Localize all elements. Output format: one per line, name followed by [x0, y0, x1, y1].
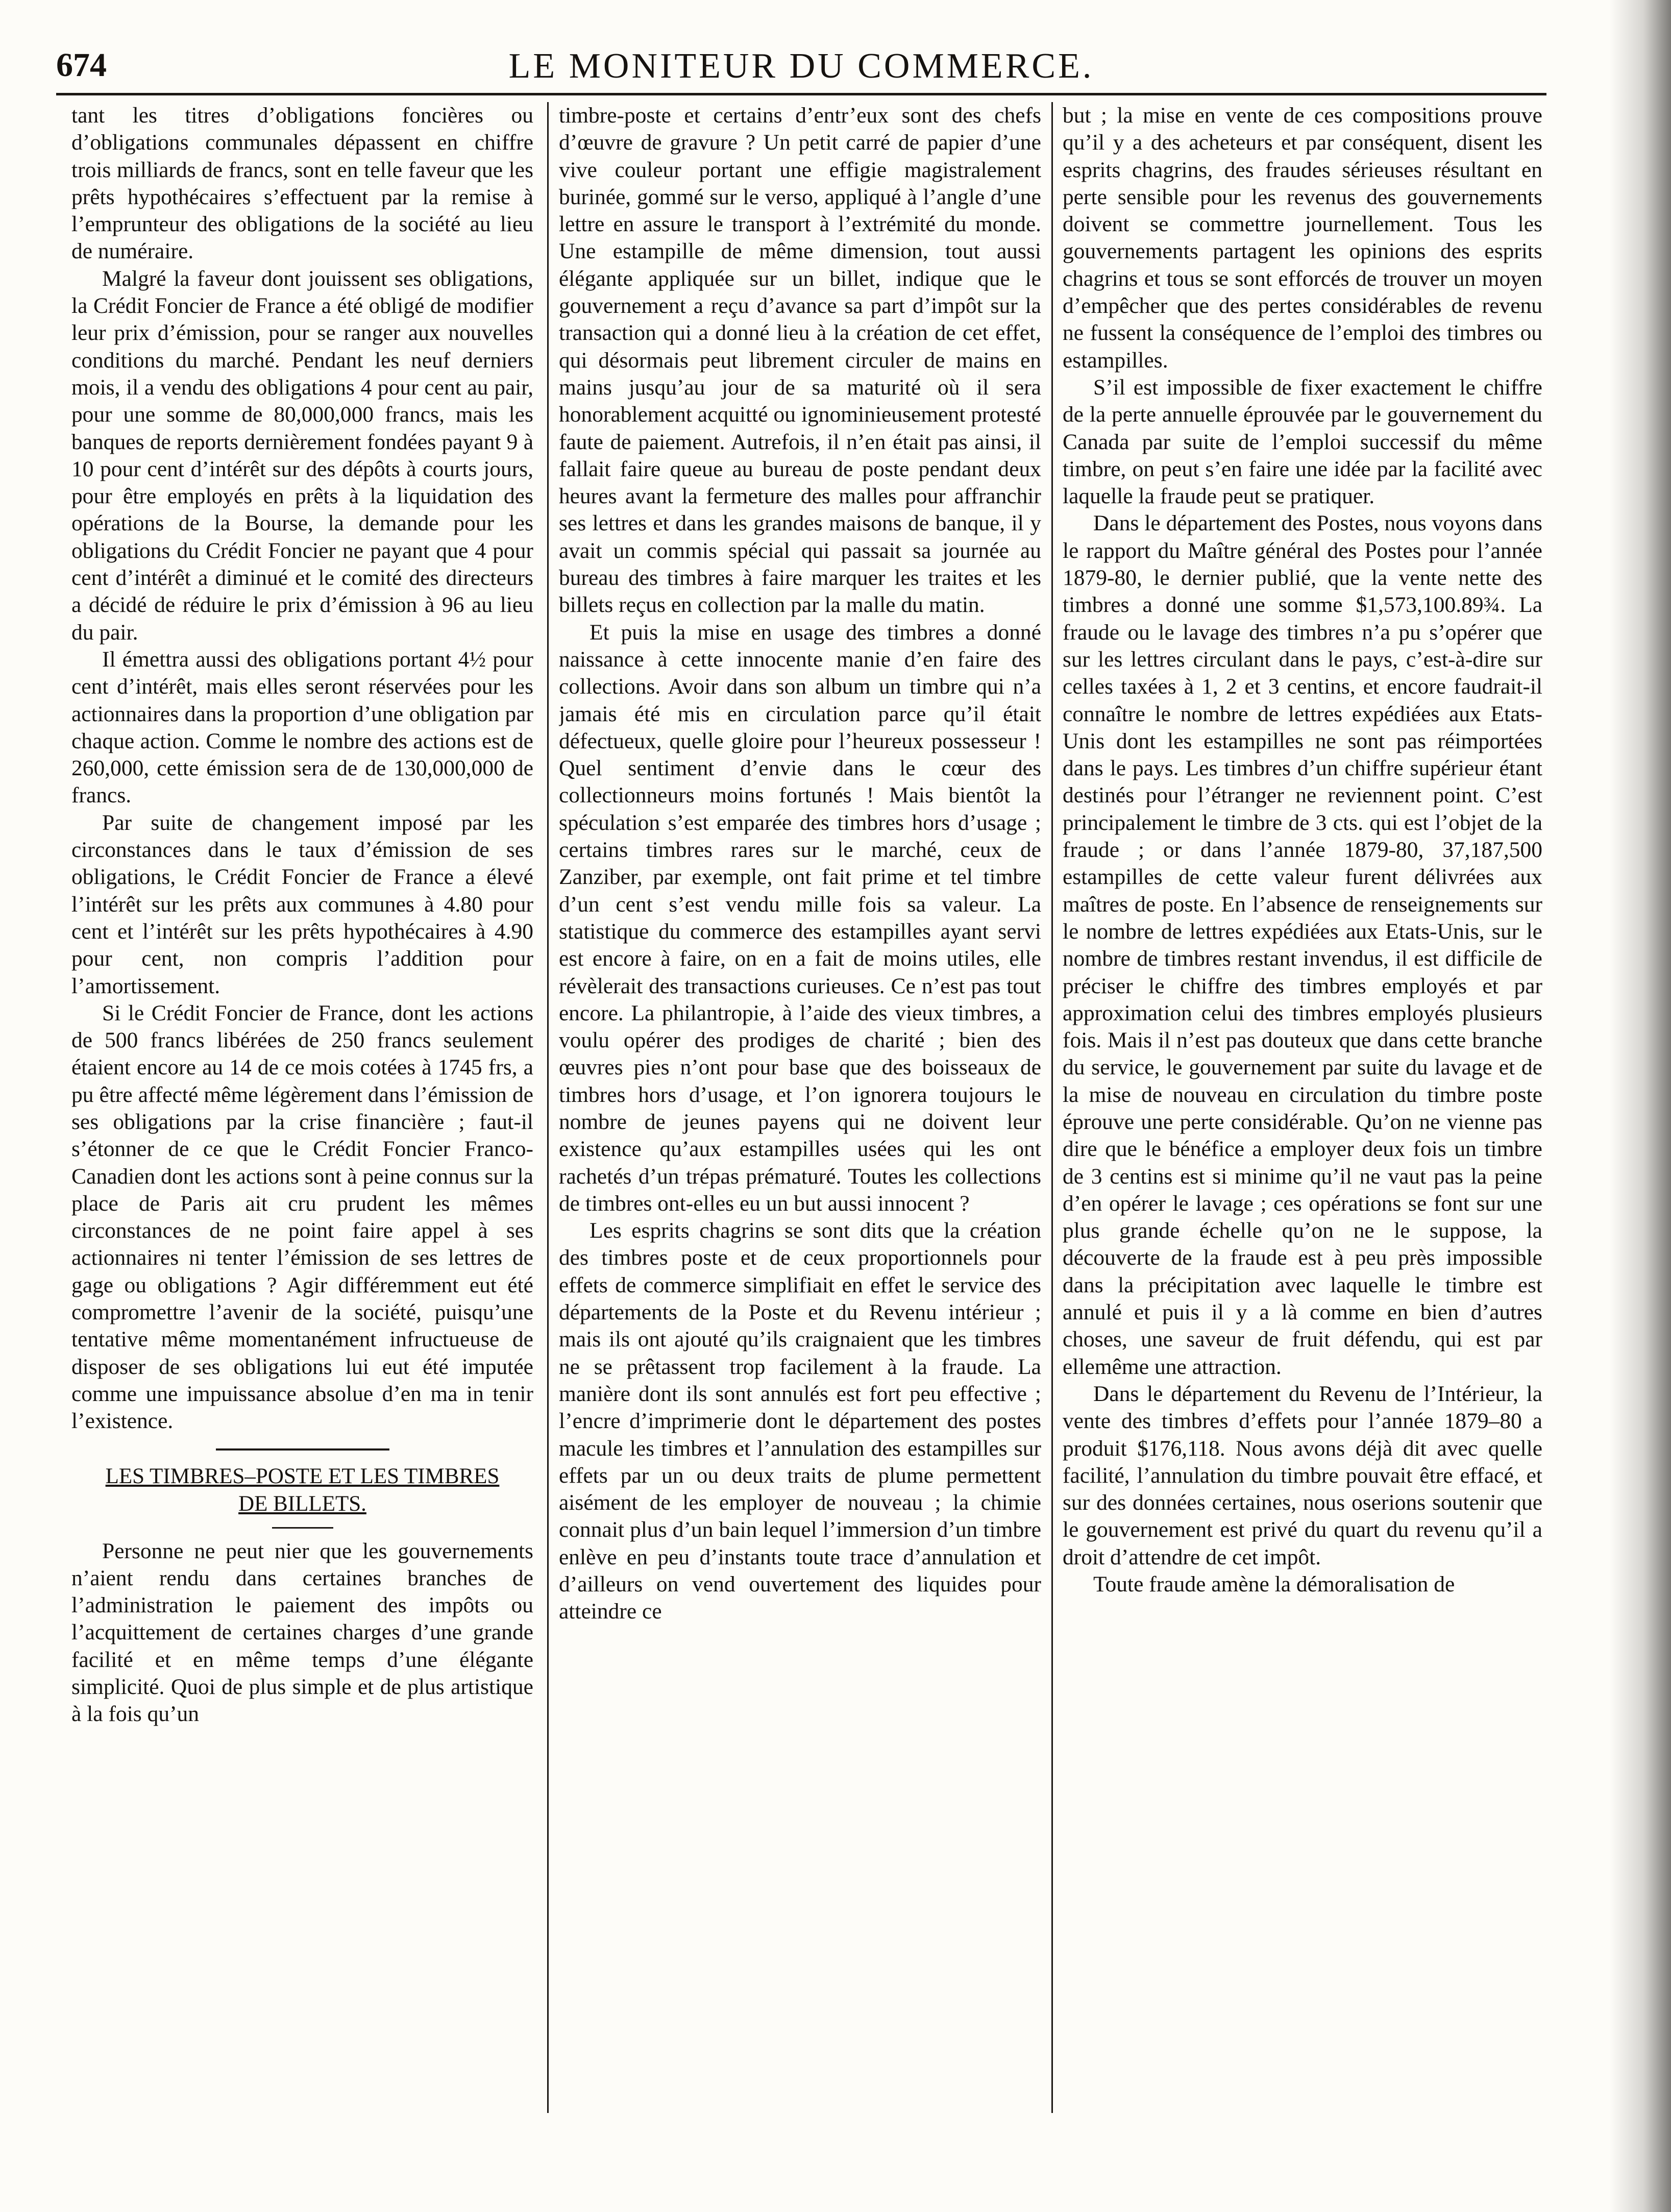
paragraph: Toute fraude amène la démoralisation de	[1093, 1572, 1455, 1597]
journal-title: LE MONITEUR DU COMMERCE.	[508, 46, 1094, 86]
paragraph: Et puis la mise en usage des timbres a donné naissance à cette innocente manie d’en faire des collections. Avoir dans son album un timbre qui n’a jamais été mis en circulation parce qu’il était défectueux, quelle gloire pour l’heureux possesseur ! Quel sentiment d’envie dans le cœur des collectionneurs moins fortunés ! Mais bientôt la spéculation s’est emparée des timbres hors d’usage ; certains timbres rares sur le marché, ceux de Zanziber, par exemple, ont fait prime et tel timbre d’un cent s’est vendu mille fois sa valeur. La statistique du commerce des estampilles ayant servi est encore à faire, on en a fait de moins utiles, elle révèlerait des transactions curieuses. Ce n’est pas tout encore. La philantropie, à l’aide des vieux timbres, a voulu opérer des prodiges de charité ; bien des œuvres pies n’ont pour base que des boisseaux de timbres hors d’usage, et l’on ignorera toujours le nombre de jeunes payens qui ne doivent leur existence qu’aux estampilles usées qui les ont rachetés d’un trépas prématuré. Toutes les collections de timbres ont-elles eu un but aussi innocent ?	[559, 620, 1041, 1216]
paragraph: Dans le département du Revenu de l’Intérieur, la vente des timbres d’effets pour l’année 1879–80 a produit $176,118. Nous avons déjà dit avec quelle facilité, l’annulation du timbre pouvait être effacé, et sur des données certaines, nous oserions soutenir que le gouvernement est privé du quart du revenu qu’il a droit d’attendre de cet impôt.	[1063, 1381, 1542, 1569]
page-number: 674	[56, 46, 107, 84]
section-title	[71, 1463, 533, 1518]
paragraph: Malgré la faveur dont jouissent ses obligations, la Crédit Foncier de France a été obligé de modifier leur prix d’émission, pour se ranger aux nouvelles conditions du marché. Pendant les neuf derniers mois, il a vendu des obligations 4 pour cent au pair, pour une somme de 80,000,000 francs, mais les banques de reports dernièrement fondées payant 9 à 10 pour cent d’intérêt sur des dépôts à courts jours, pour être employés en prêts à la liquidation des opérations de la Bourse, la demande pour les obligations du Crédit Foncier ne payant que 4 pour cent d’intérêt a diminué et le comité des directeurs a décidé de réduire le prix d’émission à 96 au lieu du pair.	[71, 266, 533, 645]
page-edge-shadow	[1610, 0, 1671, 2212]
column-divider-2	[1051, 102, 1053, 2113]
paragraph: S’il est impossible de fixer exactement le chiffre de la perte annuelle éprouvée par le gouvernement du Canada par suite de l’emploi successif du même timbre, on peut s’en faire une idée par la facilité avec laquelle la fraude peut se pratiquer.	[1063, 375, 1542, 509]
title-underline-rule	[272, 1527, 333, 1529]
column-2	[559, 102, 1041, 2184]
section-separator	[216, 1448, 389, 1451]
header-rule	[56, 93, 1546, 95]
paragraph: tant les titres d’obligations foncières ou d’obligations communales dépassent en chiffre trois milliards de francs, sont en telle faveur que les prêts hypothécaires s’effectuent par la remise à l’emprunteur des obligations de la société au lieu de numéraire.	[71, 103, 533, 264]
paragraph: Par suite de changement imposé par les circonstances dans le taux d’émission de ses obligations, le Crédit Foncier de France a élevé l’intérêt sur les prêts aux communes à 4.80 pour cent et l’intérêt sur les prêts hypothécaires à 4.90 pour cent, non compris l’addition pour l’amortissement.	[71, 810, 533, 998]
paragraph: Les esprits chagrins se sont dits que la création des timbres poste et de ceux proportionnels pour effets de commerce simplifiait en effet le service des départements de la Poste et du Revenu intérieur ; mais ils ont ajouté qu’ils craignaient que les timbres ne se prêtassent trop facilement à la fraude. La manière dont ils sont annulés est fort peu effective ; l’encre d’imprimerie dont le département des postes macule les timbres et l’annulation des estampilles sur effets par un ou deux traits de plume permettent aisément de les employer de nouveau ; la chimie connait plus d’un bain lequel l’immersion d’un timbre enlève en peu d’instants toute trace d’annulation et d’ailleurs on vend ouvertement des liquides pour atteindre ce	[559, 1218, 1041, 1624]
section-title-line: LES TIMBRES–POSTE ET LES TIMBRES	[105, 1464, 500, 1488]
column-divider-1	[547, 102, 549, 2113]
page-header	[56, 36, 1546, 102]
column-3	[1063, 102, 1542, 2184]
paragraph: Personne ne peut nier que les gouvernements n’aient rendu dans certaines branches de l’administration le paiement des impôts ou l’acquittement de certaines charges d’une grande facilité et en même temps d’une élégante simplicité. Quoi de plus simple et de plus artistique à la fois qu’un	[71, 1538, 533, 1727]
paragraph: timbre-poste et certains d’entr’eux sont des chefs d’œuvre de gravure ? Un petit carré de papier d’une vive couleur portant une effigie magistralement burinée, gommé sur le verso, appliqué à l’angle d’une lettre en assure le transport à l’extrémité du monde. Une estampille de même dimension, tout aussi élégante appliquée sur un billet, indique que le gouvernement a reçu d’avance sa part d’impôt sur la transaction qui a donné lieu à la création de cet effet, qui désormais peut librement circuler de mains en mains jusqu’au jour de sa maturité où il sera honorablement acquitté ou ignominieusement protesté faute de paiement. Autrefois, il n’en était pas ainsi, il fallait faire queue au bureau de poste pendant deux heures avant la fermeture des malles pour affranchir ses lettres et dans les grandes maisons de banque, il y avait un commis spécial qui passait sa journée au bureau des timbres à faire marquer les traites et les billets reçus en collection par la malle du matin.	[559, 103, 1041, 618]
paragraph: Dans le département des Postes, nous voyons dans le rapport du Maître général des Postes pour l’année 1879-80, le dernier publié, que la vente nette des timbres a donné une somme $1,573,100.89¾. La fraude ou le lavage des timbres n’a pu s’opérer que sur les lettres circulant dans le pays, c’est-à-dire sur celles taxées à 1, 2 et 3 centins, et encore faudrait-il connaître le nombre de lettres expédiées aux Etats-Unis dont les estampilles ne sont pas réimportées dans le pays. Les timbres d’un chiffre supérieur étant destinés pour l’étranger ne reviennent point. C’est principalement le timbre de 3 cts. qui est l’objet de la fraude ; or dans l’année 1879-80, 37,187,500 estampilles de cette valeur furent délivrées aux maîtres de poste. En l’absence de renseignements sur le nombre de lettres expédiées aux Etats-Unis, sur le nombre de timbres restant invendus, il est difficile de préciser le chiffre des timbres employés et par approximation celui des timbres employés plusieurs fois. Mais il n’est pas douteux que dans cette branche du service, le gouvernement par suite du lavage et de la mise de nouveau en circulation du timbre poste éprouve une perte considérable. Qu’on ne vienne pas dire que le bénéfice a employer deux fois un timbre de 3 centins est si minime qu’il ne vaut pas la peine d’en opérer le lavage ; ces opérations se font sur une plus grande échelle qu’on ne le suppose, la découverte de la fraude est à peu près impossible dans la précipitation avec laquelle le timbre est annulé et puis il y a là comme en bien d’autres choses, une saveur de fruit défendu, qui est par ellemême une attraction.	[1063, 511, 1542, 1379]
paragraph: Si le Crédit Foncier de France, dont les actions de 500 francs libérées de 250 francs seulement étaient encore au 14 de ce mois cotées à 1745 frs, a pu être affecté même légèrement dans l’émission de ses obligations par la crise financière ; faut-il s’étonner de ce que le Crédit Foncier Franco-Canadien dont les actions sont à peine connus sur la place de Paris ait cru prudent les mêmes circonstances de ne point faire appel à ses actionnaires ni tenter l’émission de ses lettres de gage ou obligations ? Agir différemment eut été compromettre l’avenir de la société, puisqu’une tentative même momentanément infructueuse de disposer de ses obligations lui eut été imputée comme une impuissance absolue d’en ma in tenir l’existence.	[71, 1000, 533, 1434]
paragraph: but ; la mise en vente de ces compositions prouve qu’il y a des acheteurs et par conséquent, disent les esprits chagrins, des fraudes sérieuses résultant en perte sensible pour les revenus des gouvernements doivent se commettre journellement. Tous les gouvernements partagent les opinions des esprits chagrins et tous se sont efforcés de trouver un moyen d’empêcher que des pertes considérables de revenu ne fussent la conséquence de l’emploi des timbres ou estampilles.	[1063, 103, 1542, 373]
column-1	[71, 102, 533, 2184]
section-title-line: DE BILLETS.	[238, 1491, 366, 1516]
paragraph: Il émettra aussi des obligations portant 4½ pour cent d’intérêt, mais elles seront réservées pour les actionnaires dans la proportion d’une obligation par chaque action. Comme le nombre des actions est de 260,000, cette émission sera de de 130,000,000 de francs.	[71, 647, 533, 808]
